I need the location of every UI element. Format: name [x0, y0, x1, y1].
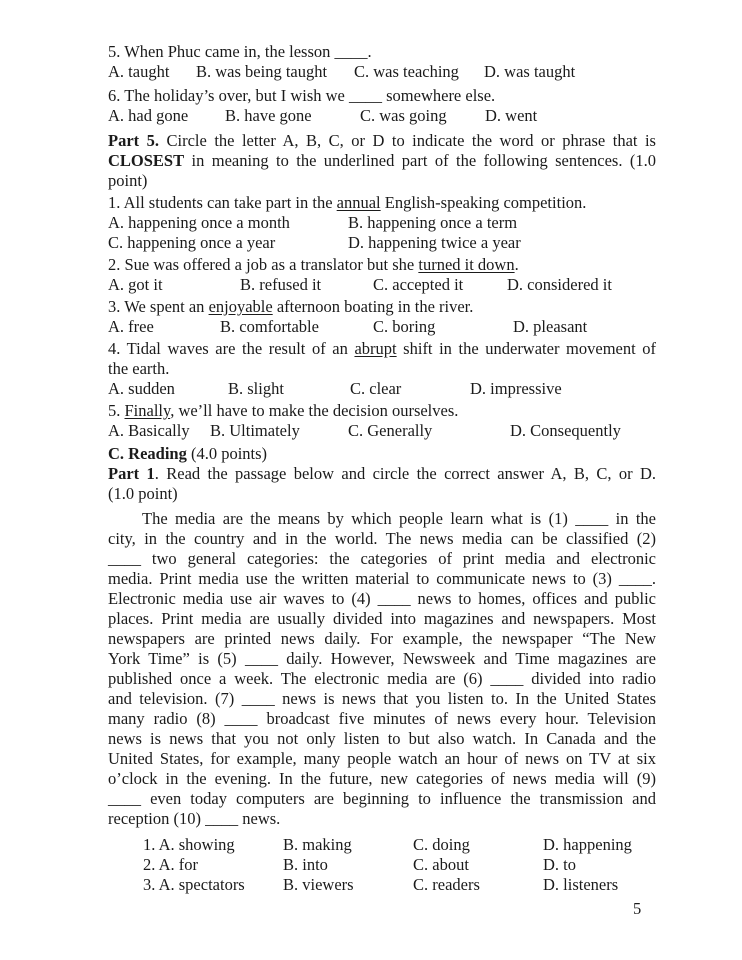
question-text-segment: afternoon boating in the river.: [272, 297, 474, 316]
reading-answer-row-2: [143, 855, 656, 875]
option-cell: B. have gone: [225, 106, 312, 125]
option-cell: A. taught: [108, 62, 170, 81]
option-cell: 1. A. showing: [143, 835, 235, 854]
passage-line: newspapers are printed news daily. For example, the newspaper “The New: [108, 629, 656, 648]
part5-heading-line2: [108, 151, 656, 171]
option-cell: A. free: [108, 317, 154, 336]
part5-heading-line3: point): [108, 171, 148, 190]
option-cell: B. slight: [228, 379, 284, 398]
question-text-segment: 5.: [108, 401, 125, 420]
page-number: 5: [633, 899, 642, 918]
option-cell: B. was being taught: [196, 62, 328, 81]
part5-question-2-options: [108, 275, 656, 295]
option-cell: C. was teaching: [354, 62, 459, 81]
option-cell: C. readers: [413, 875, 480, 894]
reading-answer-grid: [108, 835, 656, 895]
passage-line: United States, for example, many people watch an hour of news on TV at six: [108, 749, 656, 768]
question-5-options: [108, 62, 656, 82]
option-cell: C. accepted it: [373, 275, 464, 294]
question-6-options: [108, 106, 656, 126]
option-cell: A. got it: [108, 275, 163, 294]
option-cell: D. went: [485, 106, 538, 125]
part5-heading: [108, 131, 656, 191]
passage-line: many radio (8) ____ broadcast five minutes of news every hour. Television: [108, 709, 656, 728]
part1-label: Part 1: [108, 464, 155, 483]
part5-question-4-text: [108, 339, 656, 379]
option-cell: 2. A. for: [143, 855, 198, 874]
underlined-word: abrupt: [354, 339, 397, 358]
question-text-segment: 3. We spent an: [108, 297, 209, 316]
passage-line: published once a week. The electronic media are (6) ____ divided into radio: [108, 669, 656, 688]
part5-heading-text2: in meaning to the underlined part of the following sentences. (1.0: [184, 151, 656, 170]
passage-line: and television. (7) ____ news is news that you listen to. In the United States: [108, 689, 656, 708]
part5-question-3-options: [108, 317, 656, 337]
section-c-points: (4.0 points): [186, 444, 268, 463]
option-cell: D. Consequently: [510, 421, 621, 440]
option-cell: C. doing: [413, 835, 470, 854]
part5-question-1-options-row1: [108, 213, 656, 233]
question-5-text: 5. When Phuc came in, the lesson ____.: [108, 42, 372, 61]
reading-part1-heading: [108, 464, 656, 504]
passage-line: ____ two general categories: the categories of print media and electronic: [108, 549, 656, 568]
option-cell: D. listeners: [543, 875, 619, 894]
option-cell: C. boring: [373, 317, 436, 336]
option-cell: A. happening once a month: [108, 213, 290, 232]
reading-part1-line2: (1.0 point): [108, 484, 178, 503]
closest-keyword: CLOSEST: [108, 151, 185, 170]
reading-answer-row-3: [143, 875, 656, 895]
underlined-word: enjoyable: [208, 297, 273, 316]
option-cell: D. happening twice a year: [348, 233, 521, 252]
option-cell: D. to: [543, 855, 576, 874]
passage-line: o’clock in the evening. In the future, new categories of news media will (9): [108, 769, 656, 788]
passage-line: Electronic media use air waves to (4) ____ news to homes, offices and public: [108, 589, 656, 608]
option-cell: C. Generally: [348, 421, 433, 440]
part5-question-4-options: [108, 379, 656, 399]
option-cell: B. viewers: [283, 875, 354, 894]
question-text-segment: 1. All students can take part in the: [108, 193, 337, 212]
section-c-heading: [108, 444, 656, 464]
question-text-segment: 4. Tidal waves are the result of an: [108, 339, 355, 358]
passage-line: York Time” is (5) ____ daily. However, Newsweek and Time magazines are: [108, 649, 656, 668]
reading-passage: [108, 509, 656, 829]
option-cell: D. pleasant: [513, 317, 588, 336]
part1-instruction: . Read the passage below and circle the correct answer A, B, C, or D.: [154, 464, 656, 483]
option-cell: B. happening once a term: [348, 213, 518, 232]
passage-line: media. Print media use the written material to communicate news to (3) ____.: [108, 569, 656, 588]
passage-line: reception (10) ____ news.: [108, 809, 281, 828]
option-cell: D. impressive: [470, 379, 562, 398]
passage-line: city, in the country and in the world. The news media can be classified (2): [108, 529, 656, 548]
part5-question-4-line2: the earth.: [108, 359, 170, 378]
part5-question-3-text: [108, 297, 656, 317]
passage-line: The media are the means by which people learn what is (1) ____ in the: [142, 509, 656, 528]
underlined-word: Finally: [124, 401, 171, 420]
option-cell: C. happening once a year: [108, 233, 276, 252]
question-text-segment: shift in the underwater movement of: [396, 339, 657, 358]
option-cell: D. considered it: [507, 275, 612, 294]
option-cell: A. sudden: [108, 379, 175, 398]
reading-answer-row-1: [143, 835, 656, 855]
part5-question-4-line1: [108, 339, 656, 359]
part5-question-5-options: [108, 421, 656, 441]
passage-line: news is news that you not only listen to but also watch. In Canada and the: [108, 729, 656, 748]
part5-question-5-text: [108, 401, 656, 421]
passage-line: places. Print media are usually divided into magazines and newspapers. Most: [108, 609, 656, 628]
option-cell: C. about: [413, 855, 469, 874]
underlined-word: annual: [336, 193, 381, 212]
part5-heading-line1: [108, 131, 656, 151]
question-text-segment: 2. Sue was offered a job as a translator but she: [108, 255, 419, 274]
option-cell: D. happening: [543, 835, 632, 854]
option-cell: B. refused it: [240, 275, 322, 294]
option-cell: A. had gone: [108, 106, 189, 125]
reading-part1-line1: [108, 464, 656, 484]
part5-heading-text: Circle the letter A, B, C, or D to indicate the word or phrase that is: [159, 131, 656, 150]
part5-question-2-text: [108, 255, 656, 275]
option-cell: B. into: [283, 855, 328, 874]
option-cell: B. comfortable: [220, 317, 319, 336]
part5-question-1-options-row2: [108, 233, 656, 253]
question-text-segment: English-speaking competition.: [380, 193, 587, 212]
option-cell: B. Ultimately: [210, 421, 300, 440]
option-cell: D. was taught: [484, 62, 576, 81]
question-6-text: 6. The holiday’s over, but I wish we ____ somewhere else.: [108, 86, 496, 105]
part5-question-1-text: [108, 193, 656, 213]
section-c-label: C. Reading: [108, 444, 187, 463]
option-cell: C. was going: [360, 106, 447, 125]
passage-line: ____ even today computers are beginning to influence the transmission and: [108, 789, 656, 808]
question-text-segment: , we’ll have to make the decision ourselves.: [170, 401, 459, 420]
part5-label: Part 5.: [108, 131, 160, 150]
option-cell: 3. A. spectators: [143, 875, 245, 894]
option-cell: B. making: [283, 835, 352, 854]
option-cell: C. clear: [350, 379, 402, 398]
option-cell: A. Basically: [108, 421, 190, 440]
question-text-segment: .: [514, 255, 519, 274]
underlined-phrase: turned it down: [418, 255, 515, 274]
